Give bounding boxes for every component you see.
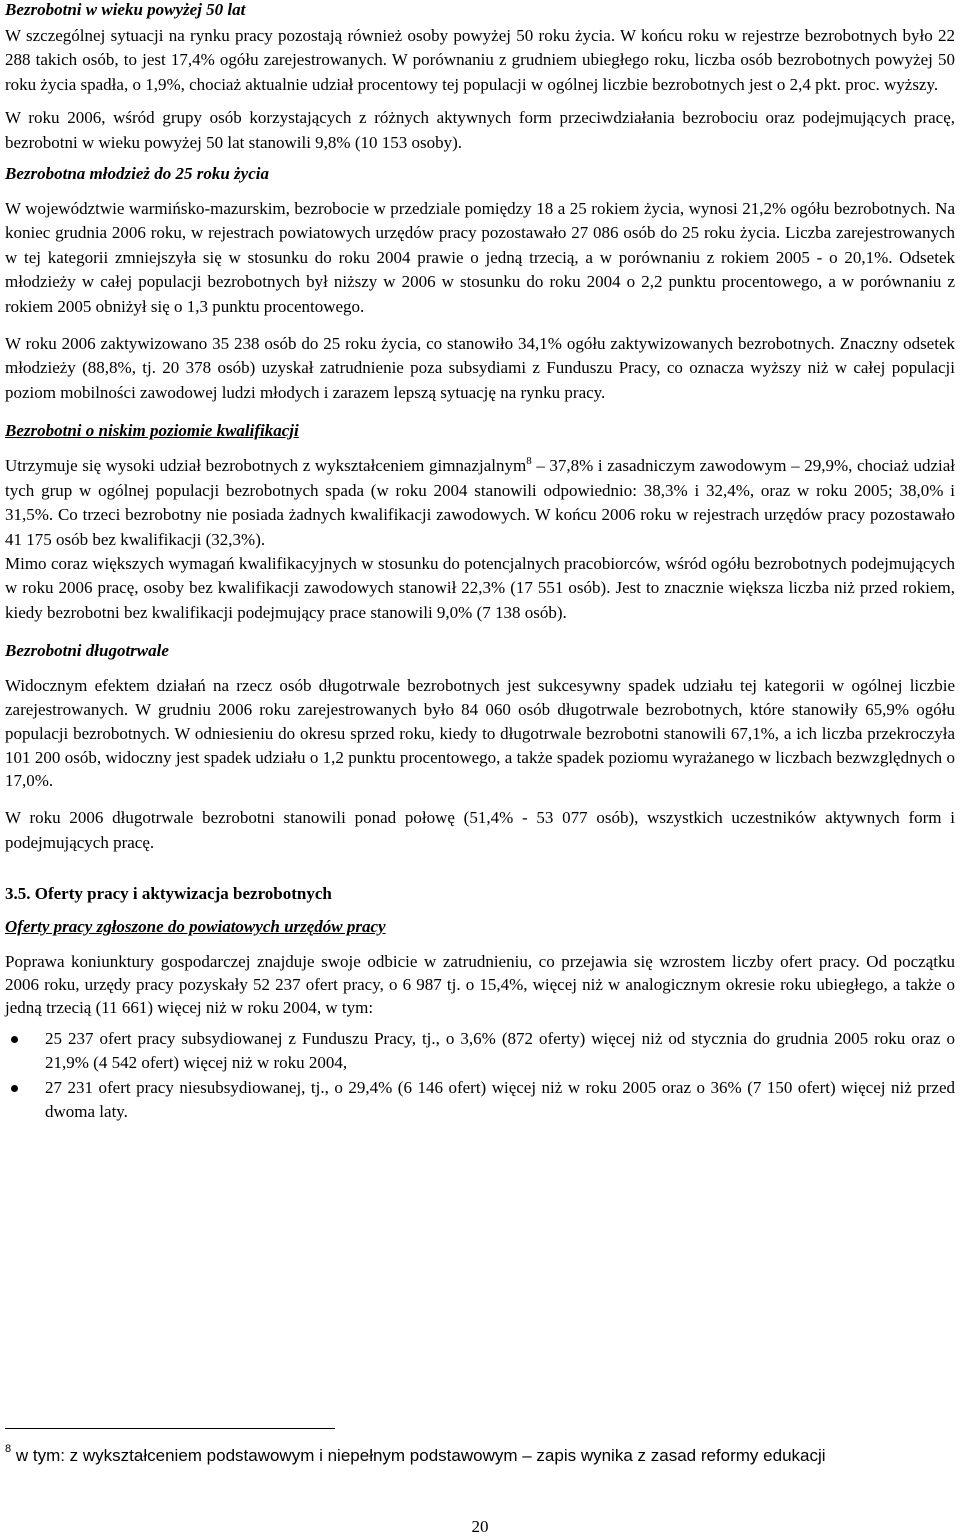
footnote-number: 8 <box>5 1443 12 1455</box>
paragraph-low-skill-1-start: Utrzymuje się wysoki udział bezrobotnych z wykształceniem gimnazjalnym <box>5 456 527 476</box>
paragraph-youth-1: W województwie warmińsko-mazurskim, bezrobocie w przedziale pomiędzy 18 a 25 rokiem życia, wynosi 21,2% ogółu bezrobotnych. Na koniec grudnia 2006 roku, w rejestrach powiatowych urzędów pracy pozostawało 27 086 osób do 25 roku życia. Liczba zarejestrowanych w tej kategorii zmniejszyła się w stosunku do roku 2004 prawie o jedną trzecią, a w porównaniu z rokiem 2005 - o 20,1%. Odsetek młodzieży w całej populacji bezrobotnych był niższy w 2006 w stosunku do roku 2004 o 2,2 punktu procentowego, a w porównaniu z rokiem 2005 obniżył się o 1,3 punktu procentowego. <box>5 199 955 316</box>
section-heading-low-skill: Bezrobotni o niskim poziomie kwalifikacji <box>5 421 299 441</box>
paragraph-50-plus-2: W roku 2006, wśród grupy osób korzystających z różnych aktywnych form przeciwdziałania bezrobociu oraz podejmujących pracę, bezrobotni w wieku powyżej 50 lat stanowili 9,8% (10 153 osoby). <box>5 108 955 152</box>
footnote-divider <box>5 1428 335 1429</box>
list-item-text: 25 237 ofert pracy subsydiowanej z Funduszu Pracy, tj., o 3,6% (872 oferty) więcej niż od stycznia do grudnia 2005 roku oraz o 21,9% (4 542 ofert) więcej niż w roku 2004, <box>45 1028 955 1072</box>
paragraph-long-term-2: W roku 2006 długotrwale bezrobotni stanowili ponad połowę (51,4% - 53 077 osób), wszystkich uczestników aktywnych form i podejmujących pracę. <box>5 808 955 852</box>
paragraph-low-skill-2: Mimo coraz większych wymagań kwalifikacyjnych w stosunku do potencjalnych pracobiorców, wśród ogółu bezrobotnych podejmujących w roku 2006 pracę, osoby bez kwalifikacji zawodowych stanowił 22,3% (17 551 osób). Jest to znacznie większa liczba niż przed rokiem, kiedy bezrobotni bez kwalifikacji podejmujący prace stanowili 9,0% (7 138 osób). <box>5 553 955 622</box>
paragraph-low-skill-1-rest: – 37,8% i zasadniczym zawodowym – 29,9%, chociaż udział tych grup w ogólnej populacji bezrobotnych spada (w roku 2004 stanowili odpowiednio: 38,3% i 32,4%, oraz w roku 2005; 38,0% i 31,5%. Co trzeci bezrobotny nie posiada żadnych kwalifikacji zawodowych. W końcu 2006 roku w rejestrach urzędów pracy pozostawało 41 175 osób bez kwalifikacji (32,3%). <box>5 456 955 549</box>
section-heading-job-offers: Oferty pracy zgłoszone do powiatowych urzędów pracy <box>5 916 386 936</box>
paragraph-job-offers-1: Poprawa koniunktury gospodarczej znajduje swoje odbicie w zatrudnieniu, co przejawia się wzrostem liczby ofert pracy. Od początku 2006 roku, urzędy pracy pozyskały 52 237 ofert pracy, o 6 987 tj. o 15,4%, więcej niż w analogicznym okresie roku ubiegłego, a także o jedną trzecią (11 661) więcej niż w roku 2004, w tym: <box>5 951 955 1017</box>
footnote-reference: 8 <box>526 455 532 468</box>
paragraph-50-plus-1: W szczególnej sytuacji na rynku pracy pozostają również osoby powyżej 50 roku życia. W końcu roku w rejestrze bezrobotnych było 22 288 takich osób, to jest 17,4% ogółu zarejestrowanych. W porównaniu z grudniem ubiegłego roku, liczba osób bezrobotnych powyżej 50 roku życia spadła, o 1,9%, chociaż aktualnie udział procentowy tej populacji w ogólnej liczbie bezrobotnych jest o 2,4 pkt. proc. wyższy. <box>5 26 955 94</box>
list-item-text: 27 231 ofert pracy niesubsydiowanej, tj., o 29,4% (6 146 ofert) więcej niż w roku 2005 oraz o 36% (7 150 ofert) więcej niż przed dwoma laty. <box>45 1077 955 1121</box>
list-item <box>5 1027 955 1075</box>
bullet-icon <box>11 1085 18 1092</box>
section-heading-long-term: Bezrobotni długotrwale <box>5 641 169 661</box>
list-item <box>5 1076 955 1124</box>
document-page <box>5 0 955 1124</box>
section-heading-50-plus: Bezrobotni w wieku powyżej 50 lat <box>5 0 246 19</box>
paragraph-low-skill-1 <box>5 454 955 552</box>
footnote <box>5 1443 910 1469</box>
paragraph-youth-2: W roku 2006 zaktywizowano 35 238 osób do 25 roku życia, co stanowiło 34,1% ogółu zaktywizowanych bezrobotnych. Znaczny odsetek młodzieży (88,8%, tj. 20 378 osób) uzyskał zatrudnienie poza subsydiami z Funduszu Pracy, co oznacza wyższy niż w całej populacji poziom mobilności zawodowej ludzi młodych i zarazem lepszą sytuację na rynku pracy. <box>5 334 955 402</box>
bullet-icon <box>11 1036 18 1043</box>
footnote-text: w tym: z wykształceniem podstawowym i niepełnym podstawowym – zapis wynika z zasad reformy edukacji <box>11 1446 826 1465</box>
page-number: 20 <box>471 1517 489 1536</box>
chapter-heading-3-5: 3.5. Oferty pracy i aktywizacja bezrobotnych <box>5 883 332 903</box>
section-heading-youth: Bezrobotna młodzież do 25 roku życia <box>5 164 269 184</box>
job-offers-list <box>5 1027 955 1124</box>
paragraph-long-term-1: Widocznym efektem działań na rzecz osób długotrwale bezrobotnych jest sukcesywny spadek udziału tej kategorii w ogólnej liczbie zarejestrowanych. W grudniu 2006 roku zarejestrowanych było 84 060 osób długotrwale bezrobotnych, które stanowiły 65,9% ogółu populacji bezrobotnych. W odniesieniu do okresu sprzed roku, kiedy to długotrwale bezrobotni stanowili 67,1%, a ich liczba przekroczyła 101 200 osób, widoczny jest spadek udziału o 1,2 punktu procentowego, a także spadek poziomu wyrażanego w liczbach bezwzględnych o 17,0%. <box>5 676 955 791</box>
